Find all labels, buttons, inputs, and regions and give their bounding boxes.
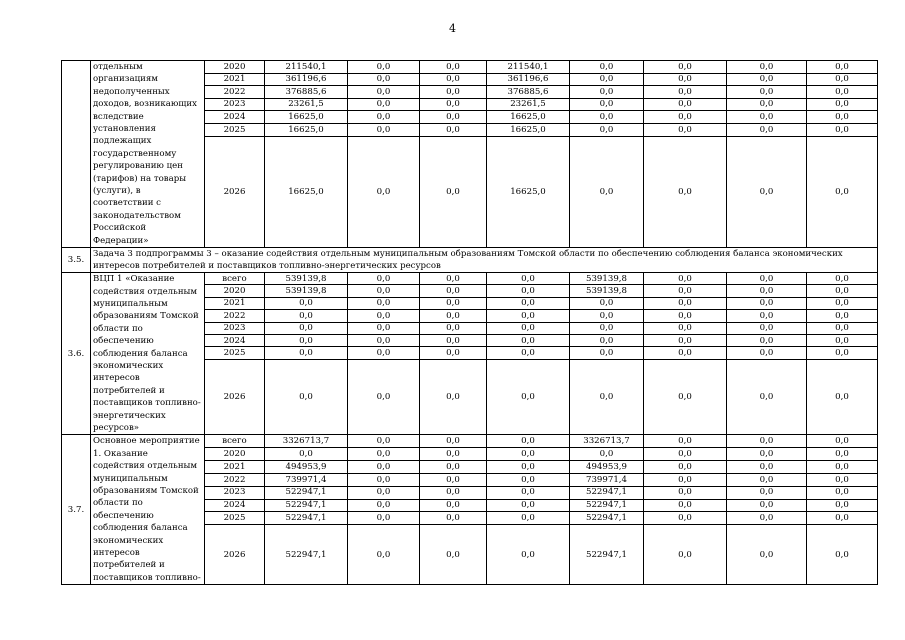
- value-cell: 539139,8: [570, 285, 644, 297]
- value-cell: 0,0: [570, 61, 644, 74]
- value-cell: 522947,1: [265, 525, 348, 585]
- value-cell: 0,0: [348, 486, 420, 499]
- value-cell: 0,0: [487, 310, 570, 322]
- value-cell: 0,0: [807, 359, 878, 435]
- activity-name: Основное мероприятие 1. Оказание содействия отдельным муниципальным образованиям Томской области по обеспечению соблюдения баланса экономических интересов потребителей и поставщиков топливно-: [91, 435, 205, 585]
- value-cell: 0,0: [420, 461, 487, 474]
- value-cell: 0,0: [487, 486, 570, 499]
- value-cell: 0,0: [348, 310, 420, 322]
- value-cell: 0,0: [420, 525, 487, 585]
- value-cell: 376885,6: [487, 86, 570, 99]
- value-cell: 0,0: [807, 435, 878, 448]
- value-cell: 0,0: [348, 297, 420, 309]
- value-cell: 0,0: [348, 273, 420, 285]
- value-cell: 0,0: [807, 124, 878, 137]
- value-cell: 0,0: [265, 347, 348, 359]
- year-cell: 2024: [205, 335, 265, 347]
- year-cell: 2023: [205, 486, 265, 499]
- value-cell: 0,0: [644, 297, 727, 309]
- value-cell: 0,0: [807, 525, 878, 585]
- value-cell: 0,0: [487, 273, 570, 285]
- value-cell: 0,0: [644, 335, 727, 347]
- value-cell: 23261,5: [487, 98, 570, 111]
- activity-name: отдельным организациям недополученных доходов, возникающих вследствие установления подлежащих государственному регулированию цен (тарифов) на товары (услуги), в соответствии с законодательством Российской Федерации»: [91, 61, 205, 248]
- value-cell: 0,0: [570, 86, 644, 99]
- value-cell: 0,0: [420, 124, 487, 137]
- value-cell: 0,0: [727, 359, 807, 435]
- value-cell: 0,0: [420, 322, 487, 334]
- value-cell: 0,0: [420, 512, 487, 525]
- value-cell: 0,0: [727, 499, 807, 512]
- year-cell: 2025: [205, 512, 265, 525]
- value-cell: 0,0: [727, 461, 807, 474]
- value-cell: 0,0: [727, 86, 807, 99]
- value-cell: 0,0: [570, 310, 644, 322]
- value-cell: 0,0: [644, 86, 727, 99]
- value-cell: 0,0: [727, 525, 807, 585]
- value-cell: 0,0: [487, 322, 570, 334]
- value-cell: 0,0: [727, 273, 807, 285]
- value-cell: 0,0: [420, 136, 487, 247]
- value-cell: 0,0: [807, 473, 878, 486]
- value-cell: 0,0: [644, 98, 727, 111]
- value-cell: 0,0: [644, 136, 727, 247]
- value-cell: 0,0: [727, 61, 807, 74]
- value-cell: 0,0: [570, 335, 644, 347]
- value-cell: 0,0: [644, 473, 727, 486]
- row-number: 3.5.: [62, 248, 91, 273]
- value-cell: 0,0: [348, 61, 420, 74]
- value-cell: 0,0: [570, 111, 644, 124]
- value-cell: 0,0: [807, 322, 878, 334]
- value-cell: 0,0: [348, 86, 420, 99]
- value-cell: 539139,8: [570, 273, 644, 285]
- value-cell: 0,0: [348, 499, 420, 512]
- value-cell: 0,0: [570, 359, 644, 435]
- value-cell: 0,0: [727, 448, 807, 461]
- value-cell: 0,0: [487, 359, 570, 435]
- value-cell: 0,0: [644, 448, 727, 461]
- value-cell: 522947,1: [265, 512, 348, 525]
- value-cell: 0,0: [570, 124, 644, 137]
- value-cell: 0,0: [487, 473, 570, 486]
- value-cell: 0,0: [420, 61, 487, 74]
- activity-name: ВЦП 1 «Оказание содействия отдельным муниципальным образованиям Томской области по обеспечению соблюдения баланса экономических интересов потребителей и поставщиков топливно-энергетических ресурсов»: [91, 273, 205, 435]
- value-cell: 0,0: [348, 359, 420, 435]
- value-cell: 0,0: [644, 310, 727, 322]
- value-cell: 0,0: [807, 347, 878, 359]
- value-cell: 0,0: [348, 473, 420, 486]
- value-cell: 0,0: [807, 273, 878, 285]
- value-cell: 0,0: [420, 435, 487, 448]
- year-cell: 2023: [205, 98, 265, 111]
- value-cell: 0,0: [570, 347, 644, 359]
- value-cell: 376885,6: [265, 86, 348, 99]
- value-cell: 0,0: [644, 347, 727, 359]
- year-cell: 2021: [205, 461, 265, 474]
- value-cell: 0,0: [807, 499, 878, 512]
- value-cell: 0,0: [644, 499, 727, 512]
- value-cell: 0,0: [727, 347, 807, 359]
- page-number: 4: [449, 22, 456, 35]
- value-cell: 0,0: [348, 136, 420, 247]
- value-cell: 0,0: [727, 322, 807, 334]
- value-cell: 0,0: [807, 461, 878, 474]
- value-cell: 0,0: [727, 310, 807, 322]
- value-cell: 0,0: [348, 435, 420, 448]
- year-cell: всего: [205, 435, 265, 448]
- value-cell: 522947,1: [570, 525, 644, 585]
- row-number: 3.7.: [62, 435, 91, 585]
- value-cell: 0,0: [644, 73, 727, 86]
- value-cell: 0,0: [644, 285, 727, 297]
- value-cell: 16625,0: [265, 136, 348, 247]
- value-cell: 0,0: [487, 512, 570, 525]
- task-row: [62, 248, 878, 273]
- value-cell: 16625,0: [487, 111, 570, 124]
- value-cell: 539139,8: [265, 285, 348, 297]
- value-cell: 0,0: [727, 136, 807, 247]
- value-cell: 0,0: [420, 473, 487, 486]
- value-cell: 0,0: [487, 499, 570, 512]
- value-cell: 16625,0: [487, 136, 570, 247]
- value-cell: 0,0: [807, 310, 878, 322]
- value-cell: 0,0: [420, 335, 487, 347]
- value-cell: 0,0: [487, 435, 570, 448]
- value-cell: 0,0: [644, 273, 727, 285]
- value-cell: 0,0: [487, 335, 570, 347]
- value-cell: 0,0: [644, 486, 727, 499]
- value-cell: 16625,0: [487, 124, 570, 137]
- value-cell: 522947,1: [265, 499, 348, 512]
- value-cell: 0,0: [727, 435, 807, 448]
- value-cell: 0,0: [487, 448, 570, 461]
- value-cell: 0,0: [807, 297, 878, 309]
- value-cell: 0,0: [727, 98, 807, 111]
- year-cell: 2022: [205, 86, 265, 99]
- value-cell: 522947,1: [265, 486, 348, 499]
- year-cell: 2023: [205, 322, 265, 334]
- value-cell: 0,0: [570, 297, 644, 309]
- value-cell: 0,0: [644, 124, 727, 137]
- value-cell: 0,0: [644, 435, 727, 448]
- value-cell: 211540,1: [265, 61, 348, 74]
- value-cell: 0,0: [265, 335, 348, 347]
- value-cell: 0,0: [807, 448, 878, 461]
- value-cell: 739971,4: [265, 473, 348, 486]
- value-cell: 0,0: [420, 310, 487, 322]
- year-cell: 2025: [205, 347, 265, 359]
- value-cell: 0,0: [348, 525, 420, 585]
- value-cell: 0,0: [570, 73, 644, 86]
- task-description: Задача 3 подпрограммы 3 – оказание содействия отдельным муниципальным образованиям Томской области по обеспечению соблюдения баланса экономических интересов потребителей и поставщиков топливно-энергетических ресурсов: [91, 248, 878, 273]
- value-cell: 0,0: [644, 111, 727, 124]
- value-cell: 0,0: [487, 297, 570, 309]
- budget-table: [61, 60, 878, 585]
- value-cell: 23261,5: [265, 98, 348, 111]
- value-cell: 3326713,7: [570, 435, 644, 448]
- value-cell: 0,0: [807, 512, 878, 525]
- value-cell: 0,0: [807, 86, 878, 99]
- value-cell: 0,0: [807, 98, 878, 111]
- value-cell: 0,0: [727, 297, 807, 309]
- value-cell: 3326713,7: [265, 435, 348, 448]
- value-cell: 0,0: [727, 124, 807, 137]
- value-cell: 0,0: [348, 322, 420, 334]
- value-cell: 494953,9: [265, 461, 348, 474]
- value-cell: 0,0: [807, 61, 878, 74]
- value-cell: 16625,0: [265, 124, 348, 137]
- value-cell: 0,0: [644, 61, 727, 74]
- value-cell: 0,0: [420, 273, 487, 285]
- value-cell: 0,0: [348, 461, 420, 474]
- table-body: [62, 61, 878, 585]
- value-cell: 522947,1: [570, 486, 644, 499]
- table-row: [62, 273, 878, 285]
- year-cell: 2025: [205, 124, 265, 137]
- value-cell: 0,0: [348, 111, 420, 124]
- value-cell: 0,0: [727, 512, 807, 525]
- row-number: [62, 61, 91, 248]
- year-cell: 2020: [205, 448, 265, 461]
- value-cell: 0,0: [487, 347, 570, 359]
- year-cell: 2020: [205, 61, 265, 74]
- value-cell: 361196,6: [265, 73, 348, 86]
- value-cell: 0,0: [348, 347, 420, 359]
- year-cell: 2024: [205, 111, 265, 124]
- value-cell: 0,0: [644, 359, 727, 435]
- value-cell: 0,0: [420, 359, 487, 435]
- value-cell: 0,0: [644, 525, 727, 585]
- value-cell: 0,0: [420, 499, 487, 512]
- value-cell: 0,0: [348, 73, 420, 86]
- year-cell: 2022: [205, 310, 265, 322]
- value-cell: 0,0: [420, 73, 487, 86]
- table-row: [62, 61, 878, 74]
- value-cell: 0,0: [570, 98, 644, 111]
- year-cell: 2021: [205, 297, 265, 309]
- value-cell: 0,0: [420, 98, 487, 111]
- value-cell: 361196,6: [487, 73, 570, 86]
- value-cell: 0,0: [727, 285, 807, 297]
- value-cell: 0,0: [570, 448, 644, 461]
- value-cell: 0,0: [727, 111, 807, 124]
- value-cell: 0,0: [727, 335, 807, 347]
- value-cell: 0,0: [644, 512, 727, 525]
- value-cell: 0,0: [487, 285, 570, 297]
- value-cell: 0,0: [807, 335, 878, 347]
- value-cell: 0,0: [420, 297, 487, 309]
- value-cell: 0,0: [348, 335, 420, 347]
- value-cell: 0,0: [807, 111, 878, 124]
- value-cell: 0,0: [570, 136, 644, 247]
- value-cell: 16625,0: [265, 111, 348, 124]
- year-cell: 2020: [205, 285, 265, 297]
- value-cell: 0,0: [727, 486, 807, 499]
- table-row: [62, 435, 878, 448]
- value-cell: 0,0: [348, 98, 420, 111]
- value-cell: 494953,9: [570, 461, 644, 474]
- value-cell: 0,0: [420, 285, 487, 297]
- value-cell: 739971,4: [570, 473, 644, 486]
- value-cell: 0,0: [807, 285, 878, 297]
- value-cell: 539139,8: [265, 273, 348, 285]
- value-cell: 0,0: [644, 322, 727, 334]
- year-cell: 2026: [205, 136, 265, 247]
- value-cell: 0,0: [265, 359, 348, 435]
- value-cell: 0,0: [807, 136, 878, 247]
- year-cell: 2022: [205, 473, 265, 486]
- value-cell: 211540,1: [487, 61, 570, 74]
- year-cell: 2026: [205, 525, 265, 585]
- year-cell: всего: [205, 273, 265, 285]
- value-cell: 0,0: [265, 310, 348, 322]
- value-cell: 0,0: [348, 512, 420, 525]
- value-cell: 0,0: [727, 73, 807, 86]
- value-cell: 0,0: [807, 73, 878, 86]
- value-cell: 0,0: [487, 461, 570, 474]
- value-cell: 0,0: [348, 448, 420, 461]
- value-cell: 0,0: [348, 285, 420, 297]
- value-cell: 0,0: [420, 111, 487, 124]
- value-cell: 0,0: [644, 461, 727, 474]
- value-cell: 0,0: [420, 486, 487, 499]
- value-cell: 0,0: [420, 86, 487, 99]
- year-cell: 2024: [205, 499, 265, 512]
- value-cell: 0,0: [265, 448, 348, 461]
- year-cell: 2021: [205, 73, 265, 86]
- year-cell: 2026: [205, 359, 265, 435]
- value-cell: 0,0: [265, 297, 348, 309]
- value-cell: 0,0: [420, 448, 487, 461]
- row-number: 3.6.: [62, 273, 91, 435]
- value-cell: 0,0: [807, 486, 878, 499]
- value-cell: 0,0: [348, 124, 420, 137]
- value-cell: 522947,1: [570, 499, 644, 512]
- value-cell: 0,0: [570, 322, 644, 334]
- value-cell: 0,0: [420, 347, 487, 359]
- value-cell: 0,0: [487, 525, 570, 585]
- value-cell: 0,0: [265, 322, 348, 334]
- value-cell: 522947,1: [570, 512, 644, 525]
- value-cell: 0,0: [727, 473, 807, 486]
